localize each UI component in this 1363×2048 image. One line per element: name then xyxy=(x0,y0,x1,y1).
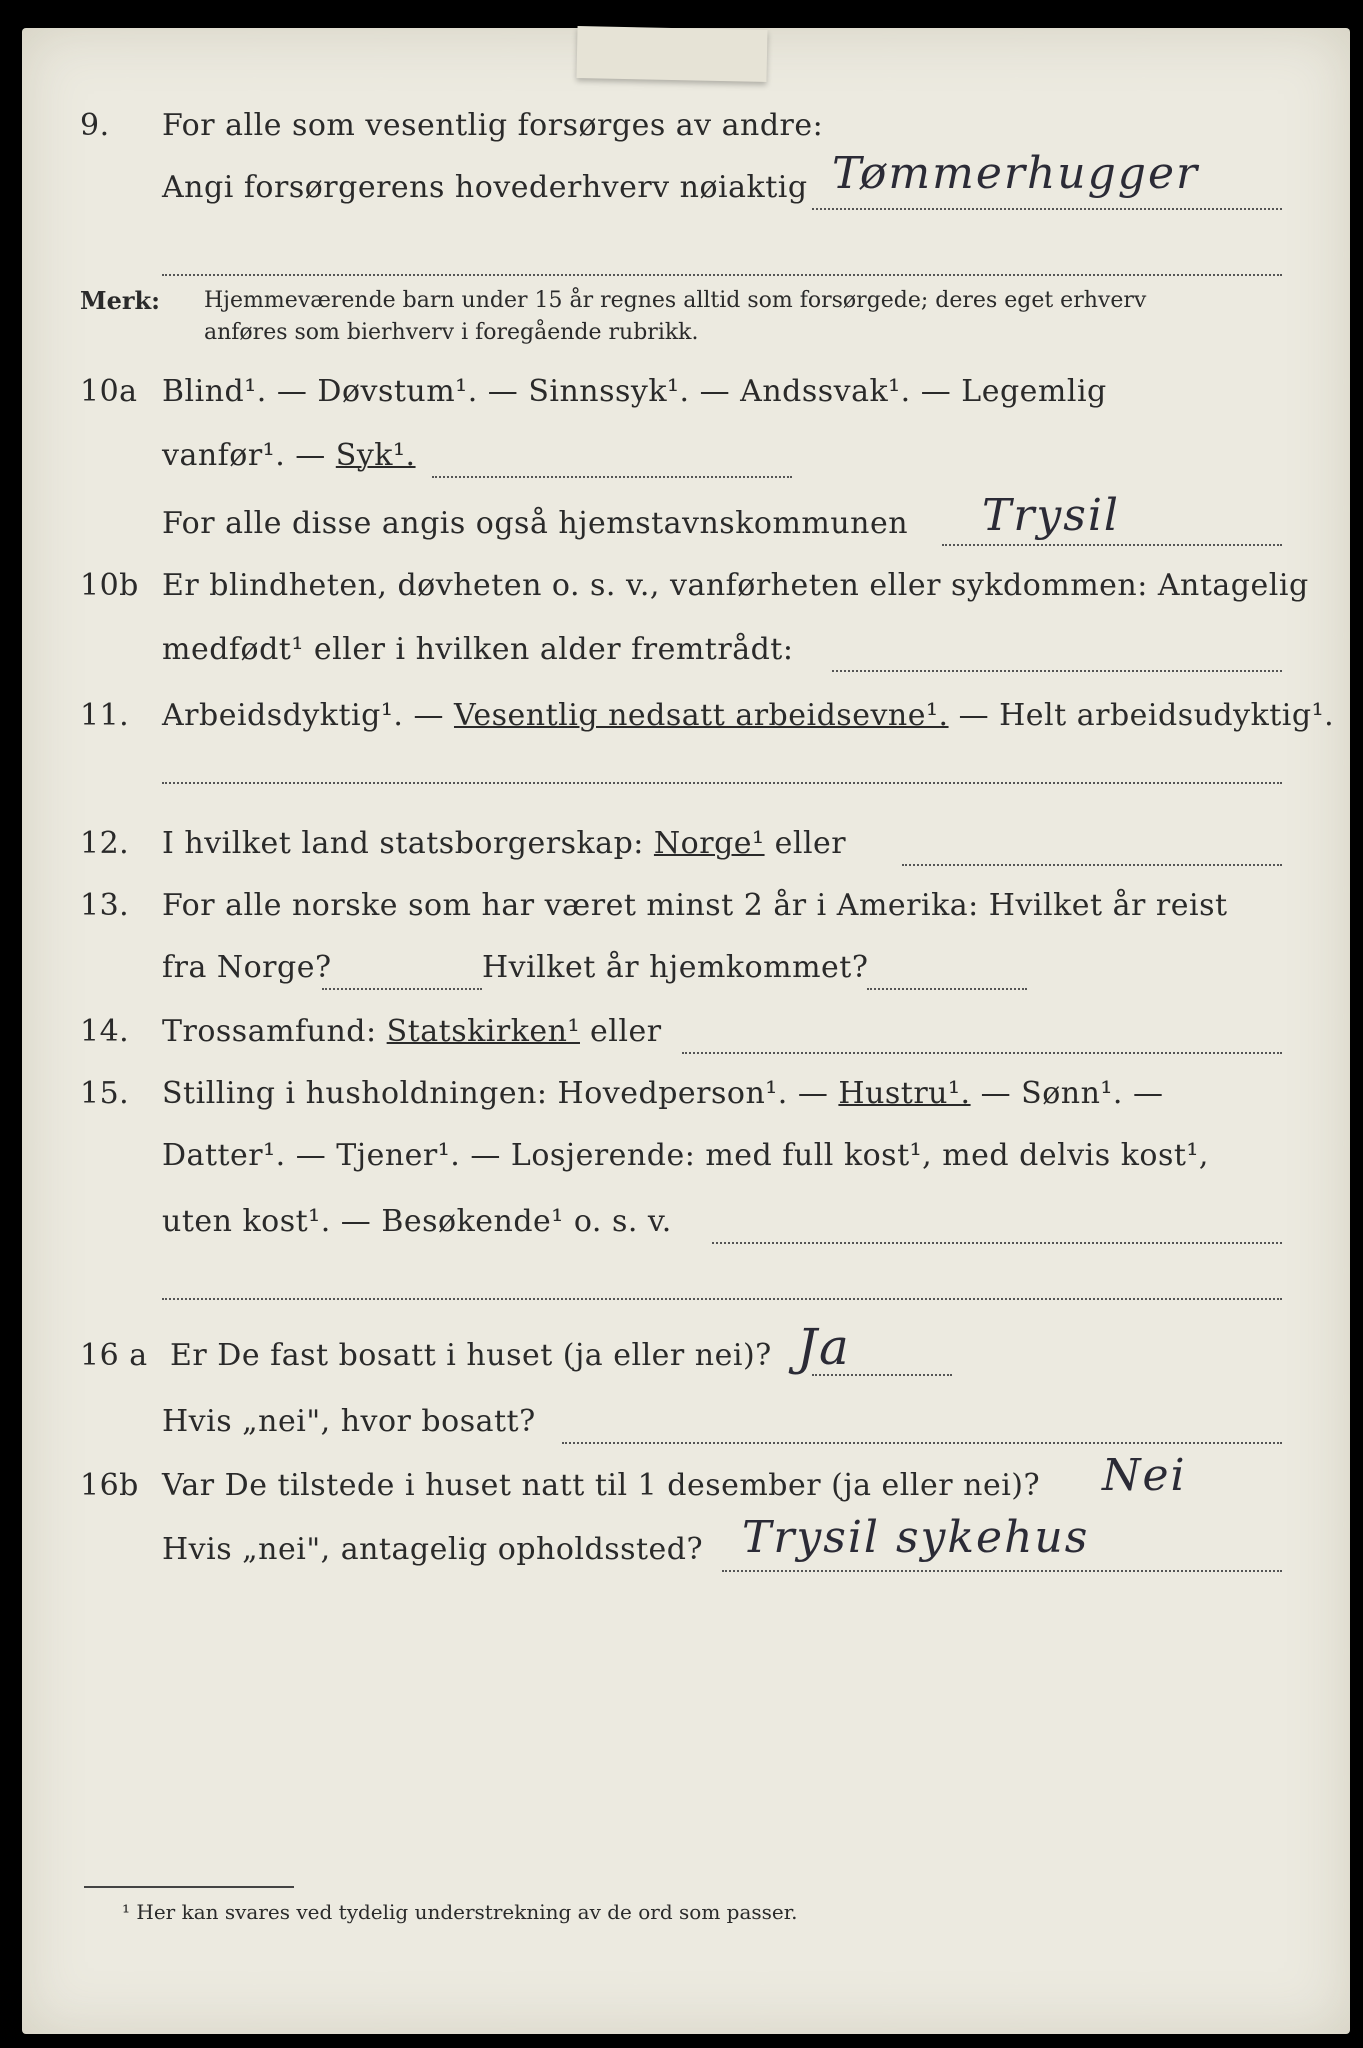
q15-text2: Datter¹. — Tjener¹. — Losjerende: med full kost¹, med delvis kost¹, xyxy=(162,1138,1209,1173)
footnote: ¹ Her kan svares ved tydelig understrekning av de ord som passer. xyxy=(122,1900,798,1924)
q11-text-c: — Helt arbeidsudyktig¹. xyxy=(948,698,1335,733)
q14-text-c: eller xyxy=(579,1014,662,1049)
q10b-text2: medfødt¹ eller i hvilken alder fremtrådt: xyxy=(162,632,794,667)
q16a-line1 xyxy=(22,1338,1350,1384)
q16a-handwritten-answer: Ja xyxy=(797,1318,851,1376)
q10a-text1: Blind¹. — Døvstum¹. — Sinnssyk¹. — Andssvak¹. — Legemlig xyxy=(162,374,1107,409)
q15-text3: uten kost¹. — Besøkende¹ o. s. v. xyxy=(162,1204,672,1239)
q11-text-a: Arbeidsdyktig¹. — xyxy=(162,698,454,733)
q13-line1 xyxy=(22,888,1350,934)
q16a-number: 16 a xyxy=(80,1338,148,1373)
q10b-text1: Er blindheten, døvheten o. s. v., vanførheten eller sykdommen: Antagelig xyxy=(162,568,1309,603)
q12-answer-line xyxy=(902,864,1282,866)
footnote-rule xyxy=(84,1886,294,1888)
q9-answer-line xyxy=(812,208,1282,210)
q15-text1a: Stilling i husholdningen: Hovedperson¹. — xyxy=(162,1076,839,1111)
q13-text2b: Hvilket år hjemkommet? xyxy=(482,950,869,985)
q12-text-a: I hvilket land statsborgerskap: xyxy=(162,826,654,861)
q11-number: 11. xyxy=(80,698,130,733)
q11-underlined: Vesentlig nedsatt arbeidsevne¹. xyxy=(453,698,949,733)
q10a-handwritten-answer: Trysil xyxy=(982,490,1120,541)
q10b-answer-line xyxy=(832,670,1282,672)
q13-answer-line1 xyxy=(322,988,482,990)
q16b-handwritten-answer2: Trysil sykehus xyxy=(742,1512,1090,1563)
q16a-text2: Hvis „nei", hvor bosatt? xyxy=(162,1404,536,1439)
merk-label: Merk: xyxy=(80,286,160,315)
q10a-answer-line xyxy=(942,544,1282,546)
q12-number: 12. xyxy=(80,826,130,861)
q13-answer-line2 xyxy=(867,988,1027,990)
q15-answer-line xyxy=(712,1242,1282,1244)
q9-text2: Angi forsørgerens hovederhverv nøiaktig xyxy=(162,170,808,205)
q14-underlined: Statskirken¹ xyxy=(386,1014,580,1049)
merk-text2: anføres som bierhverv i foregående rubrikk. xyxy=(204,320,699,345)
q15-number: 15. xyxy=(80,1076,130,1111)
q16b-number: 16b xyxy=(80,1468,139,1503)
q13-number: 13. xyxy=(80,888,130,923)
q16a-answer-line2 xyxy=(562,1442,1282,1444)
q9-text1: For alle som vesentlig forsørges av andre: xyxy=(162,108,824,143)
q16b-answer-line xyxy=(722,1570,1282,1572)
q14-answer-line xyxy=(682,1052,1282,1054)
q10a-line2-dots xyxy=(432,476,792,478)
q9-extra-line xyxy=(162,274,1282,276)
q16b-handwritten-answer1: Nei xyxy=(1102,1450,1187,1501)
q10b-number: 10b xyxy=(80,568,139,603)
q15-underlined: Hustru¹. xyxy=(838,1076,971,1111)
paper-tab xyxy=(576,26,767,82)
q10a-text3: For alle disse angis også hjemstavnskommunen xyxy=(162,506,909,541)
q16b-text2: Hvis „nei", antagelig opholdssted? xyxy=(162,1532,704,1567)
q16a-text1: Er De fast bosatt i huset (ja eller nei)? xyxy=(170,1338,772,1373)
q13-text1: For alle norske som har været minst 2 år i Amerika: Hvilket år reist xyxy=(162,888,1228,923)
q10a-syk-underlined: Syk¹. xyxy=(335,438,416,473)
q15-text1c: — Sønn¹. — xyxy=(970,1076,1164,1111)
q15-extra-line xyxy=(162,1298,1282,1300)
q12-text-c: eller xyxy=(764,826,847,861)
q11-line xyxy=(22,698,1350,744)
q14-text-a: Trossamfund: xyxy=(162,1014,387,1049)
q10a-number: 10a xyxy=(80,374,138,409)
q10a-text2: vanfør¹. — xyxy=(162,438,336,473)
q9-handwritten-answer: Tømmerhugger xyxy=(832,148,1200,199)
census-form-page xyxy=(22,28,1350,2034)
q16b-text1: Var De tilstede i huset natt til 1 desember (ja eller nei)? xyxy=(162,1468,1041,1503)
q15-line1 xyxy=(22,1076,1350,1122)
q14-number: 14. xyxy=(80,1014,130,1049)
merk-text1: Hjemmeværende barn under 15 år regnes alltid som forsørgede; deres eget erhverv xyxy=(204,288,1147,313)
q10b-line1 xyxy=(22,568,1350,614)
q13-text2a: fra Norge? xyxy=(162,950,332,985)
q12-underlined: Norge¹ xyxy=(653,826,765,861)
q11-extra-line xyxy=(162,782,1282,784)
q10a-line1 xyxy=(22,374,1350,420)
q13-line2 xyxy=(22,950,1350,996)
q16a-answer-line xyxy=(812,1374,952,1376)
q9-number: 9. xyxy=(80,108,110,143)
q15-line2 xyxy=(22,1138,1350,1184)
